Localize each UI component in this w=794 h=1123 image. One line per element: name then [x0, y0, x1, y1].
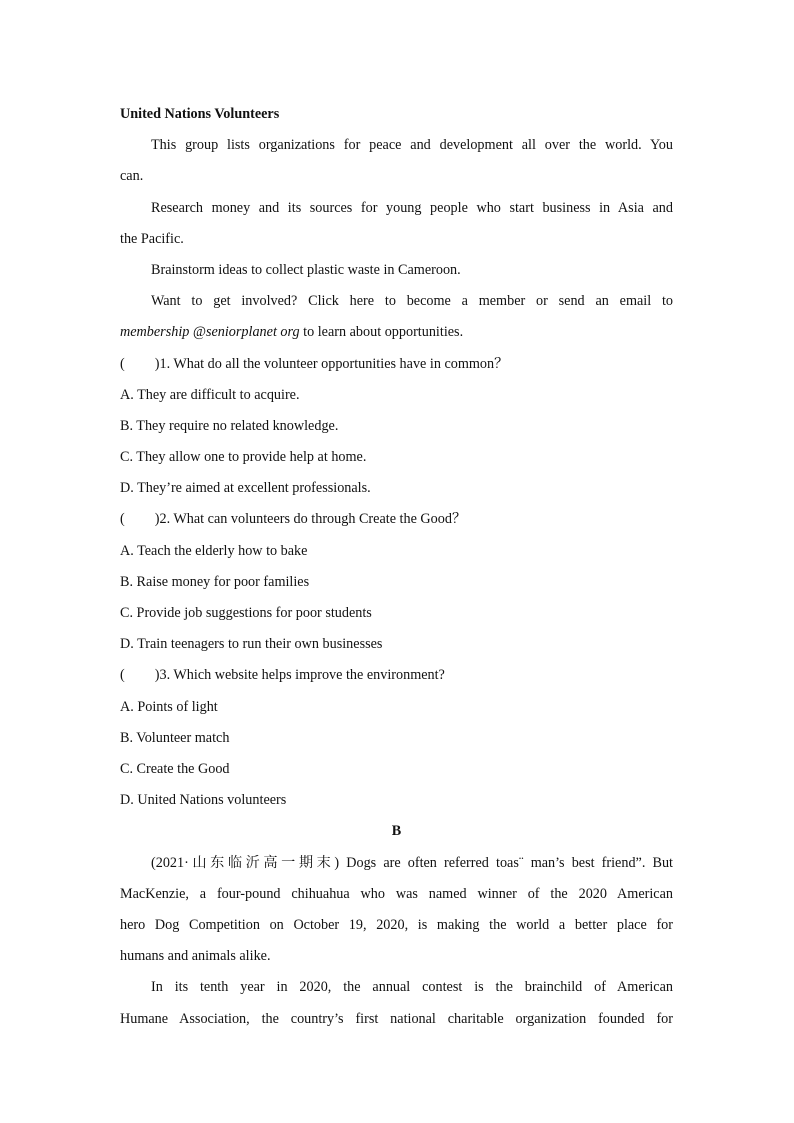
section-a-paragraph-1-line-2: can. [120, 168, 144, 185]
section-a-paragraph-1-line-1: This group lists organizations for peace and development all over the world. You [151, 137, 673, 154]
question-1-option-a: A. They are difficult to acquire. [120, 386, 300, 403]
question-2-option-d: D. Train teenagers to run their own businesses [120, 636, 383, 653]
section-a-paragraph-2-line-2: the Pacific. [120, 230, 184, 247]
section-b-paragraph-1-line-3: hero Dog Competition on October 19, 2020, is making the world a better place for [120, 916, 673, 933]
email-line-tail: to learn about opportunities. [299, 324, 464, 341]
question-3-stem [120, 660, 673, 691]
question-1-option-b: B. They require no related knowledge. [120, 417, 339, 434]
answer-bracket-open: ( [120, 355, 125, 372]
answer-bracket-close: ) [154, 355, 160, 372]
question-3-option-d: D. United Nations volunteers [120, 792, 287, 809]
email-address: membership @seniorplanet org [120, 324, 300, 341]
question-3-option-c: C. Create the Good [120, 760, 230, 777]
question-2-option-b: B. Raise money for poor families [120, 573, 310, 590]
question-text: 2. What can volunteers do through Create the Good？ [159, 511, 467, 528]
question-1-stem [120, 349, 673, 380]
question-3-option-b: B. Volunteer match [120, 729, 230, 746]
question-1-option-c: C. They allow one to provide help at home. [120, 449, 367, 466]
question-2-option-a: A. Teach the elderly how to bake [120, 542, 308, 559]
section-a-heading: United Nations Volunteers [120, 106, 280, 122]
question-2-option-c: C. Provide job suggestions for poor students [120, 605, 372, 622]
section-b-paragraph-2-line-1: In its tenth year in 2020, the annual contest is the brainchild of American [151, 979, 673, 996]
section-a-paragraph-4-line-1: Want to get involved? Click here to become a member or send an email to [151, 293, 673, 310]
section-a-paragraph-4-line-2 [120, 317, 673, 348]
section-a-paragraph-2-line-1: Research money and its sources for young people who start business in Asia and [151, 199, 673, 216]
section-b-heading: B [391, 823, 402, 840]
question-2-stem [120, 504, 673, 535]
answer-bracket-open: ( [120, 511, 125, 528]
section-b-paragraph-2-line-2: Humane Association, the country’s first national charitable organization founded for [120, 1010, 673, 1027]
section-b-paragraph-1-line-2: MacKenzie, a four-pound chihuahua who was named winner of the 2020 American [120, 885, 673, 902]
section-b-paragraph-1-line-4: humans and animals alike. [120, 948, 271, 965]
question-text: 1. What do all the volunteer opportunities have in common？ [159, 355, 509, 372]
answer-bracket-close: ) [154, 667, 160, 684]
question-3-option-a: A. Points of light [120, 698, 218, 715]
answer-bracket-open: ( [120, 667, 125, 684]
answer-bracket-close: ) [154, 511, 160, 528]
section-a-paragraph-3: Brainstorm ideas to collect plastic waste in Cameroon. [151, 261, 461, 278]
question-1-option-d: D. They’re aimed at excellent professionals. [120, 480, 371, 497]
document-page [120, 99, 673, 1035]
question-text: 3. Which website helps improve the environment? [159, 667, 445, 684]
section-b-paragraph-1-line-1: (2021·山东临沂高一期末) Dogs are often referred toas¨ man’s best friend”. But [151, 854, 673, 871]
